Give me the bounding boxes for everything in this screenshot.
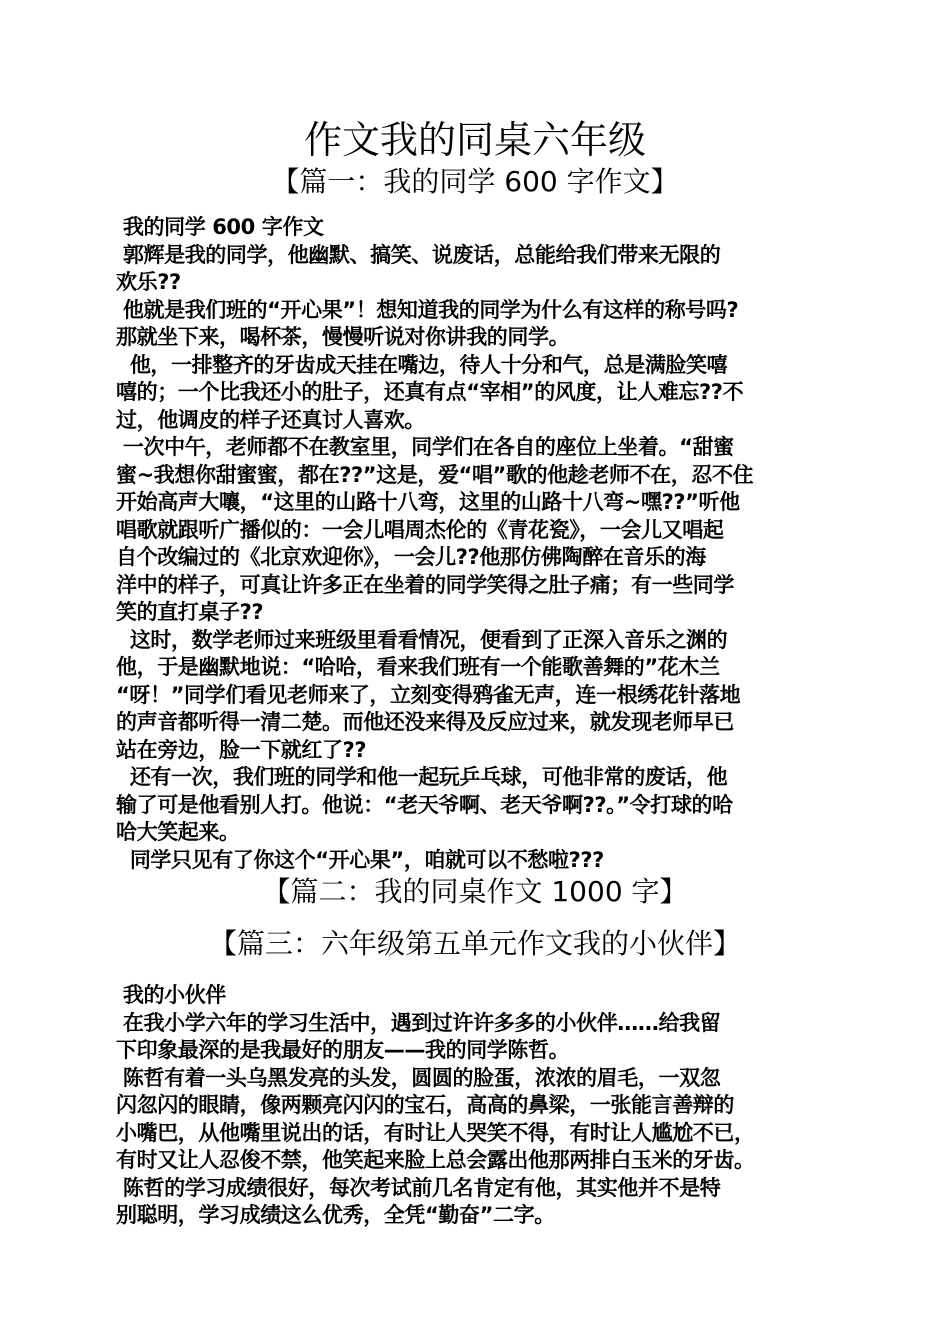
section1-line: 的声音都听得一清二楚。而他还没来得及反应过来，就发现老师早已 — [116, 710, 734, 734]
section1-line: 欢乐?? — [116, 270, 181, 294]
section1-line: 这时，数学老师过来班级里看看情况，便看到了正深入音乐之渊的 — [116, 627, 728, 652]
section1-line: 郭辉是我的同学，他幽默、搞笑、说废话，总能给我们带来无限的 — [116, 242, 721, 267]
section2-heading: 【篇二：我的同桌作文 1000 字】 — [262, 875, 688, 908]
section1-line: 过，他调皮的样子还真讨人喜欢。 — [116, 407, 425, 432]
section1-line: 他就是我们班的“开心果”！想知道我的同学为什么有这样的称号吗? — [116, 297, 739, 322]
section3-line: 陈哲的学习成绩很好，每次考试前几名肯定有他，其实他并不是特 — [116, 1175, 721, 1200]
section3-line: 有时又让人忍俊不禁，他笑起来脸上总会露出他那两排白玉米的牙齿。 — [116, 1148, 755, 1172]
section1-line: 站在旁边，脸一下就红了?? — [116, 737, 367, 762]
section3-line: 陈哲有着一头乌黑发亮的头发，圆圆的脸蛋，浓浓的眉毛，一双忽 — [116, 1065, 721, 1090]
section3-line: 我的小伙伴 — [116, 983, 226, 1007]
section1-line: 洋中的样子，可真让许多正在坐着的同学笑得之肚子痛；有一些同学 — [116, 572, 734, 597]
section1-line: 输了可是他看别人打。他说：“老天爷啊、老天爷啊??。”令打球的哈 — [116, 792, 733, 817]
section1-line: “呀！”同学们看见老师来了，立刻变得鸦雀无声，连一根绣花针落地 — [116, 682, 741, 707]
section1-line: 唱歌就跟听广播似的：一会儿唱周杰伦的《青花瓷》，一会儿又唱起 — [116, 517, 724, 542]
section3-line: 闪忽闪的眼睛，像两颗亮闪闪的宝石，高高的鼻梁，一张能言善辩的 — [116, 1093, 734, 1117]
section1-line: 那就坐下来，喝杯茶，慢慢听说对你讲我的同学。 — [116, 325, 570, 349]
section1-line: 我的同学 600 字作文 — [116, 215, 324, 239]
section3-body — [116, 982, 840, 1230]
section1-line: 一次中午，老师都不在教室里，同学们在各自的座位上坐着。“甜蜜 — [116, 435, 734, 459]
section1-line: 他，一排整齐的牙齿成天挂在嘴边，待人十分和气，总是满脸笑嘻 — [116, 352, 728, 377]
section1-line: 自个改编过的《北京欢迎你》，一会儿??他那仿佛陶醉在音乐的海 — [116, 545, 706, 569]
section3-line: 下印象最深的是我最好的朋友——我的同学陈哲。 — [116, 1038, 570, 1062]
document-title: 作文我的同桌六年级 — [303, 118, 646, 162]
section1-line: 开始高声大嚷，“这里的山路十八弯，这里的山路十八弯~嘿??”听他 — [116, 490, 740, 514]
section3-line: 小嘴巴，从他嘴里说出的话，有时让人哭笑不得，有时让人尴尬不已， — [116, 1120, 755, 1145]
section3-line: 别聪明，学习成绩这么优秀，全凭“勤奋”二字。 — [116, 1203, 555, 1227]
section3-heading: 【篇三：六年级第五单元作文我的小伙伴】 — [208, 927, 741, 960]
section1-line: 还有一次，我们班的同学和他一起玩乒乓球，可他非常的废话，他 — [116, 765, 728, 789]
section1-line: 嘻的；一个比我还小的肚子，还真有点“宰相”的风度，让人难忘??不 — [116, 380, 744, 404]
section1-body — [116, 214, 840, 874]
section3-line: 在我小学六年的学习生活中，遇到过许许多多的小伙伴……给我留 — [116, 1010, 721, 1035]
section1-line: 同学只见有了你这个“开心果”，咱就可以不愁啦??? — [116, 847, 604, 872]
section1-line: 蜜~我想你甜蜜蜜，都在??”这是，爱“唱”歌的他趁老师不在，忍不住 — [116, 462, 754, 487]
section1-heading: 【篇一：我的同学 600 字作文】 — [271, 165, 679, 198]
section1-line: 他，于是幽默地说：“哈哈，看来我们班有一个能歌善舞的”花木兰 — [116, 655, 720, 679]
section1-line: 笑的直打桌子?? — [116, 600, 264, 624]
section1-line: 哈大笑起来。 — [116, 820, 240, 844]
